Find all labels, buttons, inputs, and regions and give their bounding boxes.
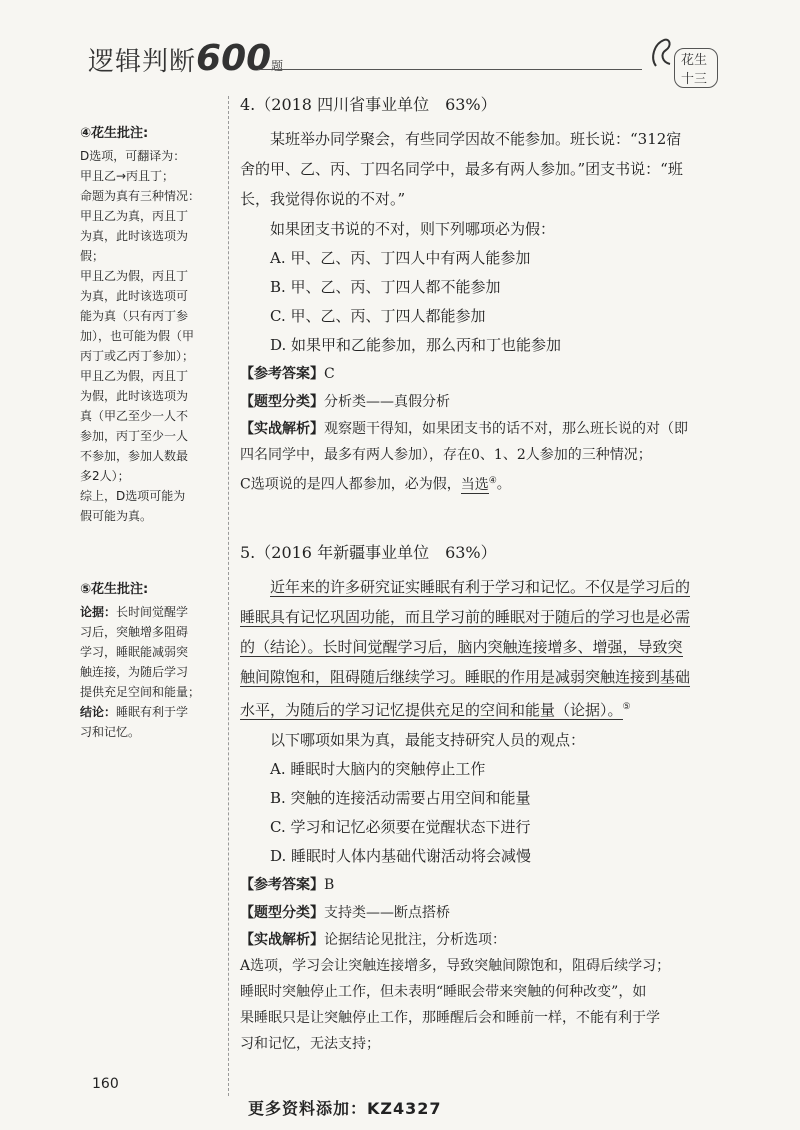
question-5 (240, 540, 740, 1057)
option-d: D. 睡眠时人体内基础代谢活动将会减慢 (270, 847, 532, 865)
note-4-line: 丙丁或乙丙丁参加）； (80, 349, 195, 363)
note-4-line: 不参加，参加人数最 (80, 449, 189, 463)
note-4-line: 命题为真有三种情况： (80, 189, 201, 203)
question-5-stem (240, 572, 740, 725)
note-5-title: ⑤花生批注: (80, 582, 149, 597)
stem-line: 睡眠具有记忆巩固功能，而且学习前的睡眠对于随后的学习也是必需 (240, 608, 691, 626)
note-4-line: 甲且乙为假，丙且丁 (80, 269, 189, 283)
option-d: D. 如果甲和乙能参加，那么丙和丁也能参加 (270, 336, 562, 354)
conclusion-label: 结论： (80, 705, 117, 719)
note-4-line: 假； (80, 249, 105, 263)
note-4-line: 多2人）； (80, 469, 130, 483)
header-title-text: 逻辑判断 (88, 47, 197, 77)
option-a: A. 甲、乙、丙、丁四人中有两人能参加 (270, 249, 531, 267)
note-5-line: 习后，突触增多阻碍 (80, 625, 189, 639)
header-rule (258, 69, 642, 70)
question-5-options (240, 755, 740, 871)
question-5-answer: 【参考答案】B (240, 877, 335, 893)
stem-line: 近年来的许多研究证实睡眠有利于学习和记忆。不仅是学习后的 (270, 578, 691, 596)
stem-line: 长，我觉得你说的不对。” (240, 190, 406, 208)
option-c: C. 学习和记忆必须要在觉醒状态下进行 (270, 818, 531, 836)
option-b: B. 突触的连接活动需要占用空间和能量 (270, 789, 531, 807)
note-4-line: 能为真（只有丙丁参 (80, 309, 189, 323)
note-4-line: 为假，此时该选项为 (80, 389, 189, 403)
question-4-analysis: 【实战解析】观察题干得知，如果团支书的话不对，那么班长说的对（即 四名同学中，最多有两人参加），存在0、1、2人参加的三种情况； C选项说的是四人都参加，必为假，当选④。 (240, 421, 688, 493)
question-4 (240, 92, 740, 498)
note-4-line: 为真，此时该选项为 (80, 229, 189, 243)
question-5-type: 【题型分类】支持类——断点搭桥 (240, 905, 450, 921)
note-ref-4: ④ (488, 476, 497, 486)
note-5-conclusion-line-2: 习和记忆。 (80, 725, 141, 739)
note-5-line: 学习，睡眠能减弱突 (80, 645, 189, 659)
note-4-line: 综上，D选项可能为 (80, 489, 186, 503)
brand-name: 花生十三 (674, 48, 718, 88)
note-5-conclusion-line: 结论：睡眠有利于学 (80, 705, 189, 719)
note-4-line: D选项，可翻译为： (80, 149, 186, 163)
option-b: B. 甲、乙、丙、丁四人都不能参加 (270, 278, 501, 296)
question-4-stem (240, 124, 740, 214)
stem-line: 某班举办同学聚会，有些同学因故不能参加。班长说：“312宿 (270, 130, 682, 148)
note-5-line: 提供充足空间和能量； (80, 685, 201, 699)
sidebar-note-5 (80, 580, 220, 742)
stem-line: 舍的甲、乙、丙、丁四名同学中，最多有两人参加。”团支书说：“班 (240, 160, 683, 178)
header-title-number: 600 (196, 38, 272, 79)
note-ref-5: ⑤ (622, 702, 631, 712)
header-title-suffix: 题 (271, 59, 285, 73)
stem-line: 的（结论）。长时间觉醒学习后，脑内突触连接增多、增强，导致突 (240, 638, 683, 656)
note-5-argument-line: 论据：长时间觉醒学 (80, 605, 189, 619)
question-4-options (240, 244, 740, 360)
note-4-line: 为真，此时该选项可 (80, 289, 189, 303)
note-5-line: 触连接，为随后学习 (80, 665, 189, 679)
question-4-prompt: 如果团支书说的不对，则下列哪项必为假： (270, 220, 556, 238)
sidebar-note-4 (80, 124, 220, 526)
note-4-line: 真（甲乙至少一人不 (80, 409, 189, 423)
question-5-prompt: 以下哪项如果为真，最能支持研究人员的观点： (270, 731, 586, 749)
note-4-line: 甲且乙→丙且丁； (80, 169, 175, 183)
option-a: A. 睡眠时大脑内的突触停止工作 (270, 760, 486, 778)
note-4-body (80, 146, 220, 526)
question-5-heading: 5.（2016 年新疆事业单位 63%） (240, 543, 497, 562)
note-4-title: ④花生批注: (80, 126, 149, 141)
option-c: C. 甲、乙、丙、丁四人都能参加 (270, 307, 486, 325)
question-4-heading: 4.（2018 四川省事业单位 63%） (240, 95, 497, 114)
question-4-answer: 【参考答案】C (240, 366, 335, 382)
page-number: 160 (92, 1076, 119, 1092)
note-4-line: 参加，丙丁至少一人 (80, 429, 189, 443)
stem-line: 触间隙饱和，阻碍随后继续学习。睡眠的作用是减弱突触连接到基础 (240, 668, 691, 686)
footer-contact: 更多资料添加：KZ4327 (248, 1099, 442, 1118)
note-4-line: 加），也可能为假（甲 (80, 329, 195, 343)
note-4-line: 甲且乙为真，丙且丁 (80, 209, 189, 223)
chosen-marker: 当选 (460, 476, 489, 493)
argument-label: 论据： (80, 605, 117, 619)
brand-logo (648, 36, 718, 87)
stem-line: 水平，为随后的学习记忆提供充足的空间和能量（论据）。⑤ (240, 701, 631, 719)
column-divider (228, 96, 229, 1096)
question-5-analysis: 【实战解析】论据结论见批注，分析选项： A选项，学习会让突触连接增多，导致突触间隙饱和，阻碍后续学习； 睡眠时突触停止工作，但未表明“睡眠会带来突触的何种改变”，如 果睡眠只是让突触停止工作，那睡醒后会和睡前一样，不能有利于学 习和记忆，无法支持； (240, 932, 671, 1052)
note-5-body (80, 622, 220, 702)
note-4-line: 假可能为真。 (80, 509, 153, 523)
running-header-title (88, 38, 284, 79)
note-4-line: 甲且乙为假，丙且丁 (80, 369, 189, 383)
question-4-type: 【题型分类】分析类——真假分析 (240, 394, 450, 410)
